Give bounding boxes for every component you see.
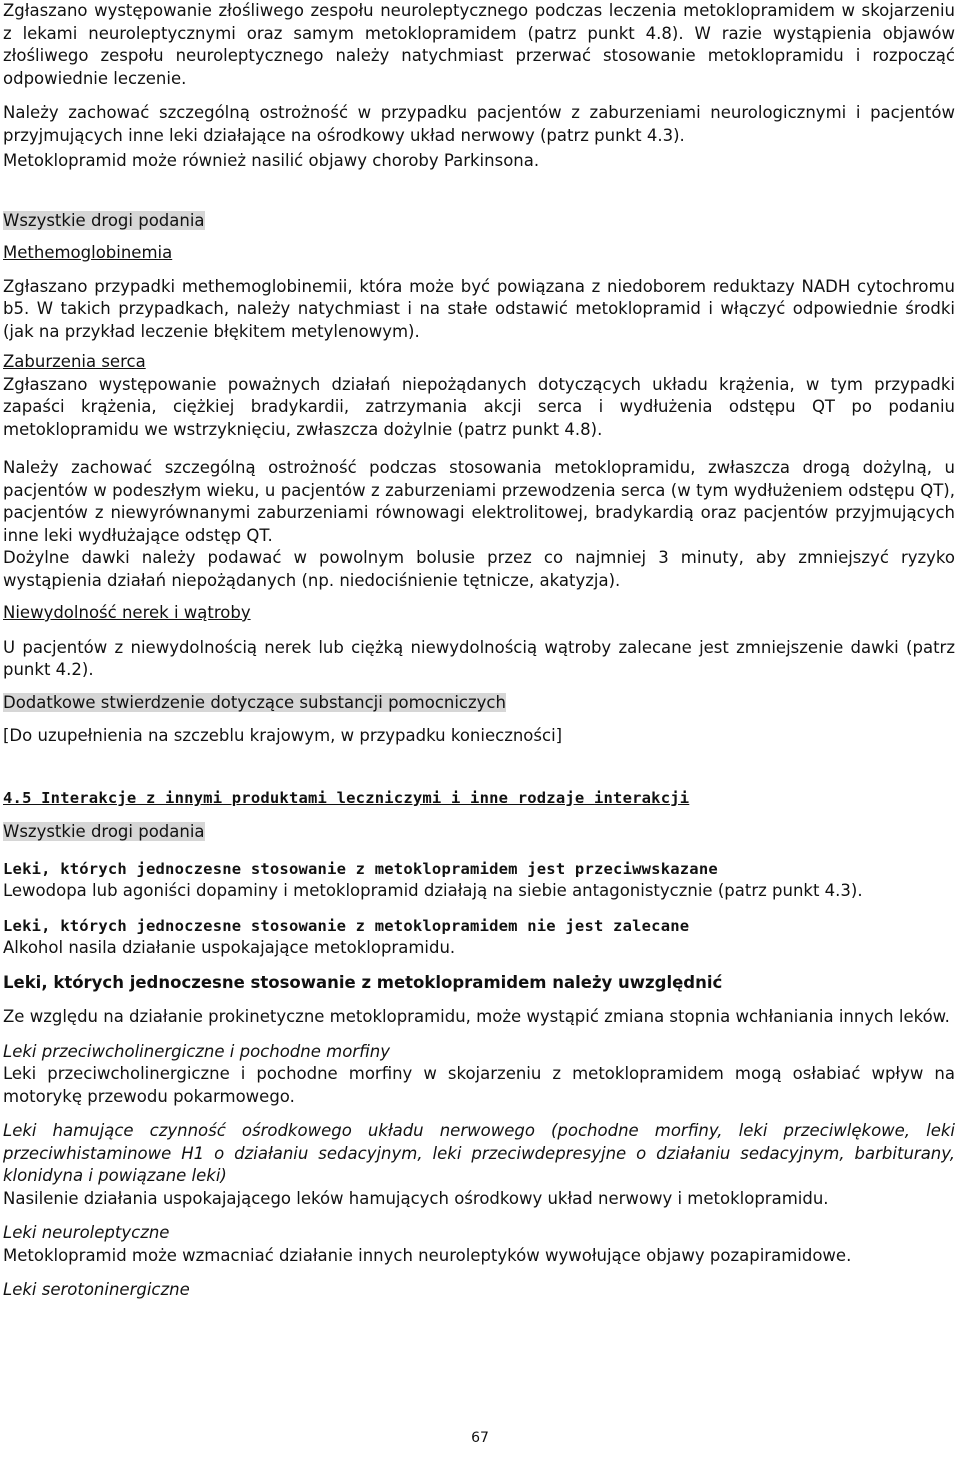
heading-excipients: Dodatkowe stwierdzenie dotyczące substancji pomocniczych (3, 692, 506, 712)
paragraph-levodopa: Lewodopa lub agoniści dopaminy i metoklopramid działają na siebie antagonistycznie (patrz punkt 4.3). (3, 881, 863, 900)
paragraph-heart-caution: Należy zachować szczególną ostrożność podczas stosowania metoklopramidu, zwłaszcza drogą dożylną, u pacjentów w podeszłym wieku, u pacjentów z zaburzeniami przewodzenia serca (w tym wydłużeniem odstępu QT), pacjentów z niewyrównanymi zaburzeniami równowagi elektrolitowej, bradykardią oraz pacjentów przyjmujących inne leki wydłużające odstęp QT. (3, 458, 955, 545)
heading-kidney-liver: Niewydolność nerek i wątroby (3, 603, 251, 622)
paragraph-kidney-liver: U pacjentów z niewydolnością nerek lub ciężką niewydolnością wątroby zalecane jest zmniejszenie dawki (patrz punkt 4.2). (3, 637, 955, 679)
paragraph-parkinson: Metoklopramid może również nasilić objawy choroby Parkinsona. (3, 151, 540, 170)
paragraph-neuroleptics: Metoklopramid może wzmacniać działanie innych neuroleptyków wywołujące objawy pozapiramidowe. (3, 1245, 852, 1265)
paragraph-national: [Do uzupełnienia na szczeblu krajowym, w przypadku konieczności] (3, 726, 563, 745)
heading-all-routes-2-wrap (3, 821, 955, 844)
paragraph-cns-depressants: Nasilenie działania uspokajającego leków hamujących ośrodkowy układ nerwowy i metoklopramidu. (3, 1188, 829, 1208)
heading-not-recommended: Leki, których jednoczesne stosowanie z metoklopramidem nie jest zalecane (3, 916, 690, 935)
heading-anticholinergic: Leki przeciwcholinergiczne i pochodne morfiny (3, 1041, 390, 1061)
heading-contraindicated: Leki, których jednoczesne stosowanie z metoklopramidem jest przeciwwskazane (3, 859, 718, 878)
paragraph-neuro-caution: Należy zachować szczególną ostrożność w przypadku pacjentów z zaburzeniami neurologicznymi i pacjentów przyjmujących inne leki działające na ośrodkowy układ nerwowy (patrz punkt 4.3). (3, 103, 955, 145)
heading-all-routes-1: Wszystkie drogi podania (3, 210, 205, 230)
heading-methemoglobinemia: Methemoglobinemia (3, 243, 173, 262)
page-number: 67 (471, 1430, 489, 1446)
heading-serotonergic: Leki serotoninergiczne (3, 1280, 190, 1299)
heading-all-routes-1-wrap (3, 210, 955, 233)
heading-to-consider: Leki, których jednoczesne stosowanie z metoklopramidem należy uwzględnić (3, 972, 723, 992)
paragraph-iv-bolus: Dożylne dawki należy podawać w powolnym bolusie przez co najmniej 3 minuty, aby zmniejszyć ryzyko wystąpienia działań niepożądanych (np. niedociśnienie tętnicze, akatyzja). (3, 548, 955, 590)
section-heading-4-5: 4.5 Interakcje z innymi produktami leczniczymi i inne rodzaje interakcji (3, 788, 690, 807)
heading-cns-depressants: Leki hamujące czynność ośrodkowego układu nerwowego (pochodne morfiny, leki przeciwlękowe, leki przeciwhistaminowe H1 o działaniu sedacyjnym, leki przeciwdepresyjne o działaniu sedacyjnym, barbiturany, klonidyna i powiązane leki) (3, 1121, 955, 1185)
paragraph-anticholinergic: Leki przeciwcholinergiczne i pochodne morfiny w skojarzeniu z metoklopramidem mogą osłabiać wpływ na motorykę przewodu pokarmowego. (3, 1064, 955, 1106)
document-page (3, 0, 955, 1302)
paragraph-alcohol: Alkohol nasila działanie uspokajające metoklopramidu. (3, 938, 456, 957)
paragraph-methemoglobinemia: Zgłaszano przypadki methemoglobinemii, która może być powiązana z niedoborem reduktazy NADH cytochromu b5. W takich przypadkach, należy natychmiast i na stałe odstawić metoklopramid i włączyć odpowiednie środki (jak na przykład leczenie błękitem metylenowym). (3, 276, 955, 341)
paragraph-prokinetic: Ze względu na działanie prokinetyczne metoklopramidu, może wystąpić zmiana stopnia wchłaniania innych leków. (3, 1007, 950, 1026)
heading-excipients-wrap (3, 692, 955, 715)
heading-neuroleptics: Leki neuroleptyczne (3, 1223, 170, 1242)
paragraph-nms: Zgłaszano występowanie złośliwego zespołu neuroleptycznego podczas leczenia metoklopramidem w skojarzeniu z lekami neuroleptycznymi oraz samym metoklopramidem (patrz punkt 4.8). W razie wystąpienia objawów złośliwego zespołu neuroleptycznego należy natychmiast przerwać stosowanie metoklopramidu i rozpocząć odpowiednie leczenie. (3, 1, 955, 88)
heading-all-routes-2: Wszystkie drogi podania (3, 822, 205, 841)
paragraph-heart-events: Zgłaszano występowanie poważnych działań niepożądanych dotyczących układu krążenia, w tym przypadki zapaści krążenia, ciężkiej bradykardii, zatrzymania akcji serca i wydłużenia odstępu QT po podaniu metoklopramidu we wstrzyknięciu, zwłaszcza dożylnie (patrz punkt 4.8). (3, 374, 955, 439)
heading-heart-disorders: Zaburzenia serca (3, 352, 146, 371)
